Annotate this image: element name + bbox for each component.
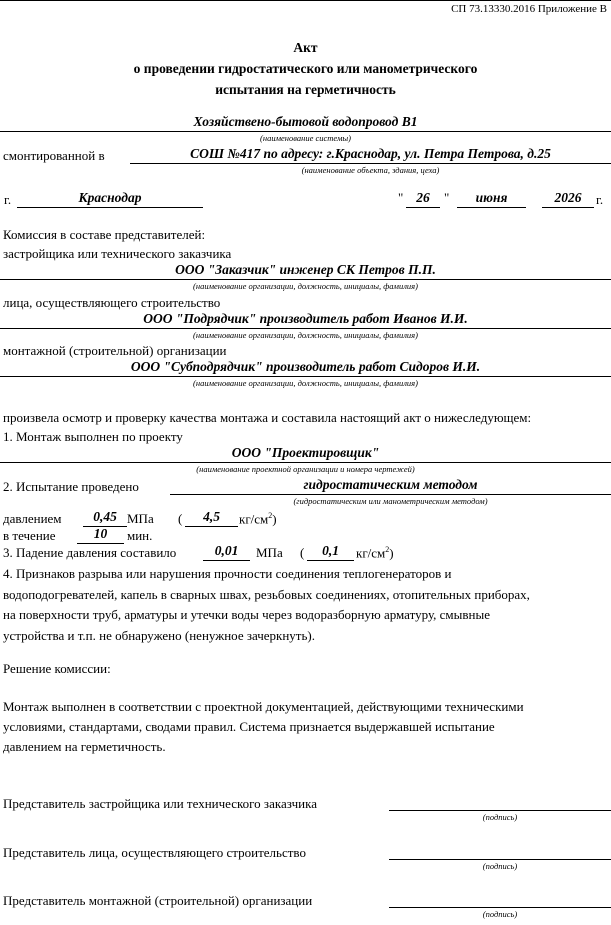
item2-line	[170, 494, 611, 495]
commission-intro: Комиссия в составе представителей:	[3, 227, 206, 242]
system-caption: (наименование системы)	[260, 133, 351, 143]
date-month: июня	[475, 190, 508, 205]
item2-caption: (гидростатическим или манометрическим методом)	[293, 496, 488, 506]
customer-caption: (наименование организации, должность, инициалы, фамилия)	[193, 281, 418, 291]
document-title	[0, 37, 611, 100]
customer-label: застройщика или технического заказчика	[3, 246, 232, 261]
signature-label-builder: Представитель лица, осуществляющего строительство	[3, 845, 306, 860]
year-line	[542, 207, 594, 208]
builder-label: лица, осуществляющего строительство	[3, 295, 221, 310]
item2-label: 2. Испытание проведено	[3, 479, 139, 494]
item1-line	[0, 462, 611, 463]
signature-caption-builder: (подпись)	[482, 861, 518, 871]
date-year: 2026	[554, 190, 582, 205]
builder-line	[0, 328, 611, 329]
pressure-label: давлением	[3, 511, 62, 526]
installer-value: ООО "Субподрядчик" производитель работ Сидоров И.И.	[130, 359, 481, 374]
paren-close: )	[272, 511, 277, 527]
quote-close: "	[444, 190, 450, 205]
drop-kgf-line	[307, 560, 354, 561]
signature-line-builder[interactable]	[389, 859, 611, 860]
kgf-unit-sup: 2	[268, 511, 273, 520]
city-value: Краснодар	[78, 190, 142, 205]
drop-kgf-value: 0,1	[322, 543, 339, 558]
day-line	[406, 207, 440, 208]
builder-value: ООО "Подрядчик" производитель работ Иванов И.И.	[143, 311, 468, 326]
system-name-line	[0, 131, 611, 132]
item4-line: 4. Признаков разрыва или нарушения прочности соединения теплогенераторов и	[3, 566, 452, 581]
mpa-unit: МПа	[127, 511, 154, 526]
installer-label: монтажной (строительной) организации	[3, 343, 227, 358]
installer-line	[0, 376, 611, 377]
decision-text	[3, 697, 524, 757]
kgf-unit-text: кг/см	[239, 511, 269, 527]
item1-label: 1. Монтаж выполнен по проекту	[3, 429, 183, 444]
item1-caption: (наименование проектной организации и номера чертежей)	[196, 464, 415, 474]
drop-kgf-unit	[356, 545, 394, 561]
duration-line	[77, 543, 124, 544]
builder-caption: (наименование организации, должность, инициалы, фамилия)	[193, 330, 418, 340]
item1-value: ООО "Проектировщик"	[231, 445, 380, 460]
title-line: о проведении гидростатического или манометрического	[133, 61, 478, 76]
drop-kgf-unit-text: кг/см	[356, 545, 386, 561]
customer-line	[0, 279, 611, 280]
city-line	[17, 207, 203, 208]
item2-value: гидростатическим методом	[303, 477, 478, 492]
item4-line: устройства и т.п. не обнаружено (ненужное зачеркнуть).	[3, 627, 315, 643]
quote-open: "	[398, 190, 404, 205]
customer-value: ООО "Заказчик" инженер СК Петров П.П.	[175, 262, 436, 277]
duration-label: в течение	[3, 528, 56, 543]
signature-caption-customer: (подпись)	[482, 812, 518, 822]
item3-label: 3. Падение давления составило	[3, 545, 177, 560]
drop-mpa-line	[203, 560, 250, 561]
paren-open: (	[178, 511, 183, 526]
duration-unit: мин.	[127, 528, 153, 543]
pressure-mpa-value: 0,45	[93, 509, 117, 524]
signature-label-customer: Представитель застройщика или технического заказчика	[3, 796, 317, 811]
duration-value: 10	[93, 526, 108, 541]
decision-line: давлением на герметичность.	[3, 739, 166, 754]
signature-label-installer: Представитель монтажной (строительной) организации	[3, 893, 313, 908]
title-line: испытания на герметичность	[215, 82, 396, 97]
drop-mpa-value: 0,01	[214, 543, 239, 558]
item4-text	[3, 564, 530, 646]
drop-paren-close: )	[389, 545, 394, 561]
drop-mpa-unit: МПа	[256, 545, 283, 560]
document-reference: СП 73.13330.2016 Приложение В	[451, 3, 607, 15]
kgf-unit	[239, 511, 277, 527]
inspection-text: произвела осмотр и проверку качества монтажа и составила настоящий акт о нижеследующем:	[3, 410, 532, 425]
drop-kgf-unit-sup: 2	[385, 545, 390, 554]
installer-caption: (наименование организации, должность, инициалы, фамилия)	[193, 378, 418, 388]
title-line: Акт	[293, 40, 318, 55]
decision-label: Решение комиссии:	[3, 661, 111, 676]
month-line	[457, 207, 526, 208]
year-suffix: г.	[596, 192, 604, 207]
system-name-value: Хозяйствено-бытовой водопровод В1	[193, 114, 418, 129]
object-caption: (наименование объекта, здания, цеха)	[301, 165, 440, 175]
pressure-kgf-value: 4,5	[203, 509, 220, 524]
date-day: 26	[416, 190, 430, 205]
signature-line-installer[interactable]	[389, 907, 611, 908]
object-name-line	[130, 163, 611, 164]
pressure-kgf-line	[185, 526, 238, 527]
item4-line: водоподогревателей, капель в сварных швах, резьбовых соединениях, отопительных приборах,	[3, 586, 530, 602]
city-prefix: г.	[4, 192, 12, 207]
mounted-label: смонтированной в	[3, 148, 105, 163]
drop-paren-open: (	[300, 545, 305, 560]
signature-caption-installer: (подпись)	[482, 909, 518, 919]
decision-line: Монтаж выполнен в соответствии с проектной документацией, действующими техническими	[3, 699, 524, 714]
top-border	[0, 0, 611, 1]
item4-line: на поверхности труб, арматуры и утечки воды через водоразборную арматуру, смывные	[3, 607, 490, 622]
decision-line: условиями, стандартами, сводами правил. Система признается выдержавшей испытание	[3, 719, 495, 734]
object-name-value: СОШ №417 по адресу: г.Краснодар, ул. Петра Петрова, д.25	[190, 146, 551, 161]
signature-line-customer[interactable]	[389, 810, 611, 811]
